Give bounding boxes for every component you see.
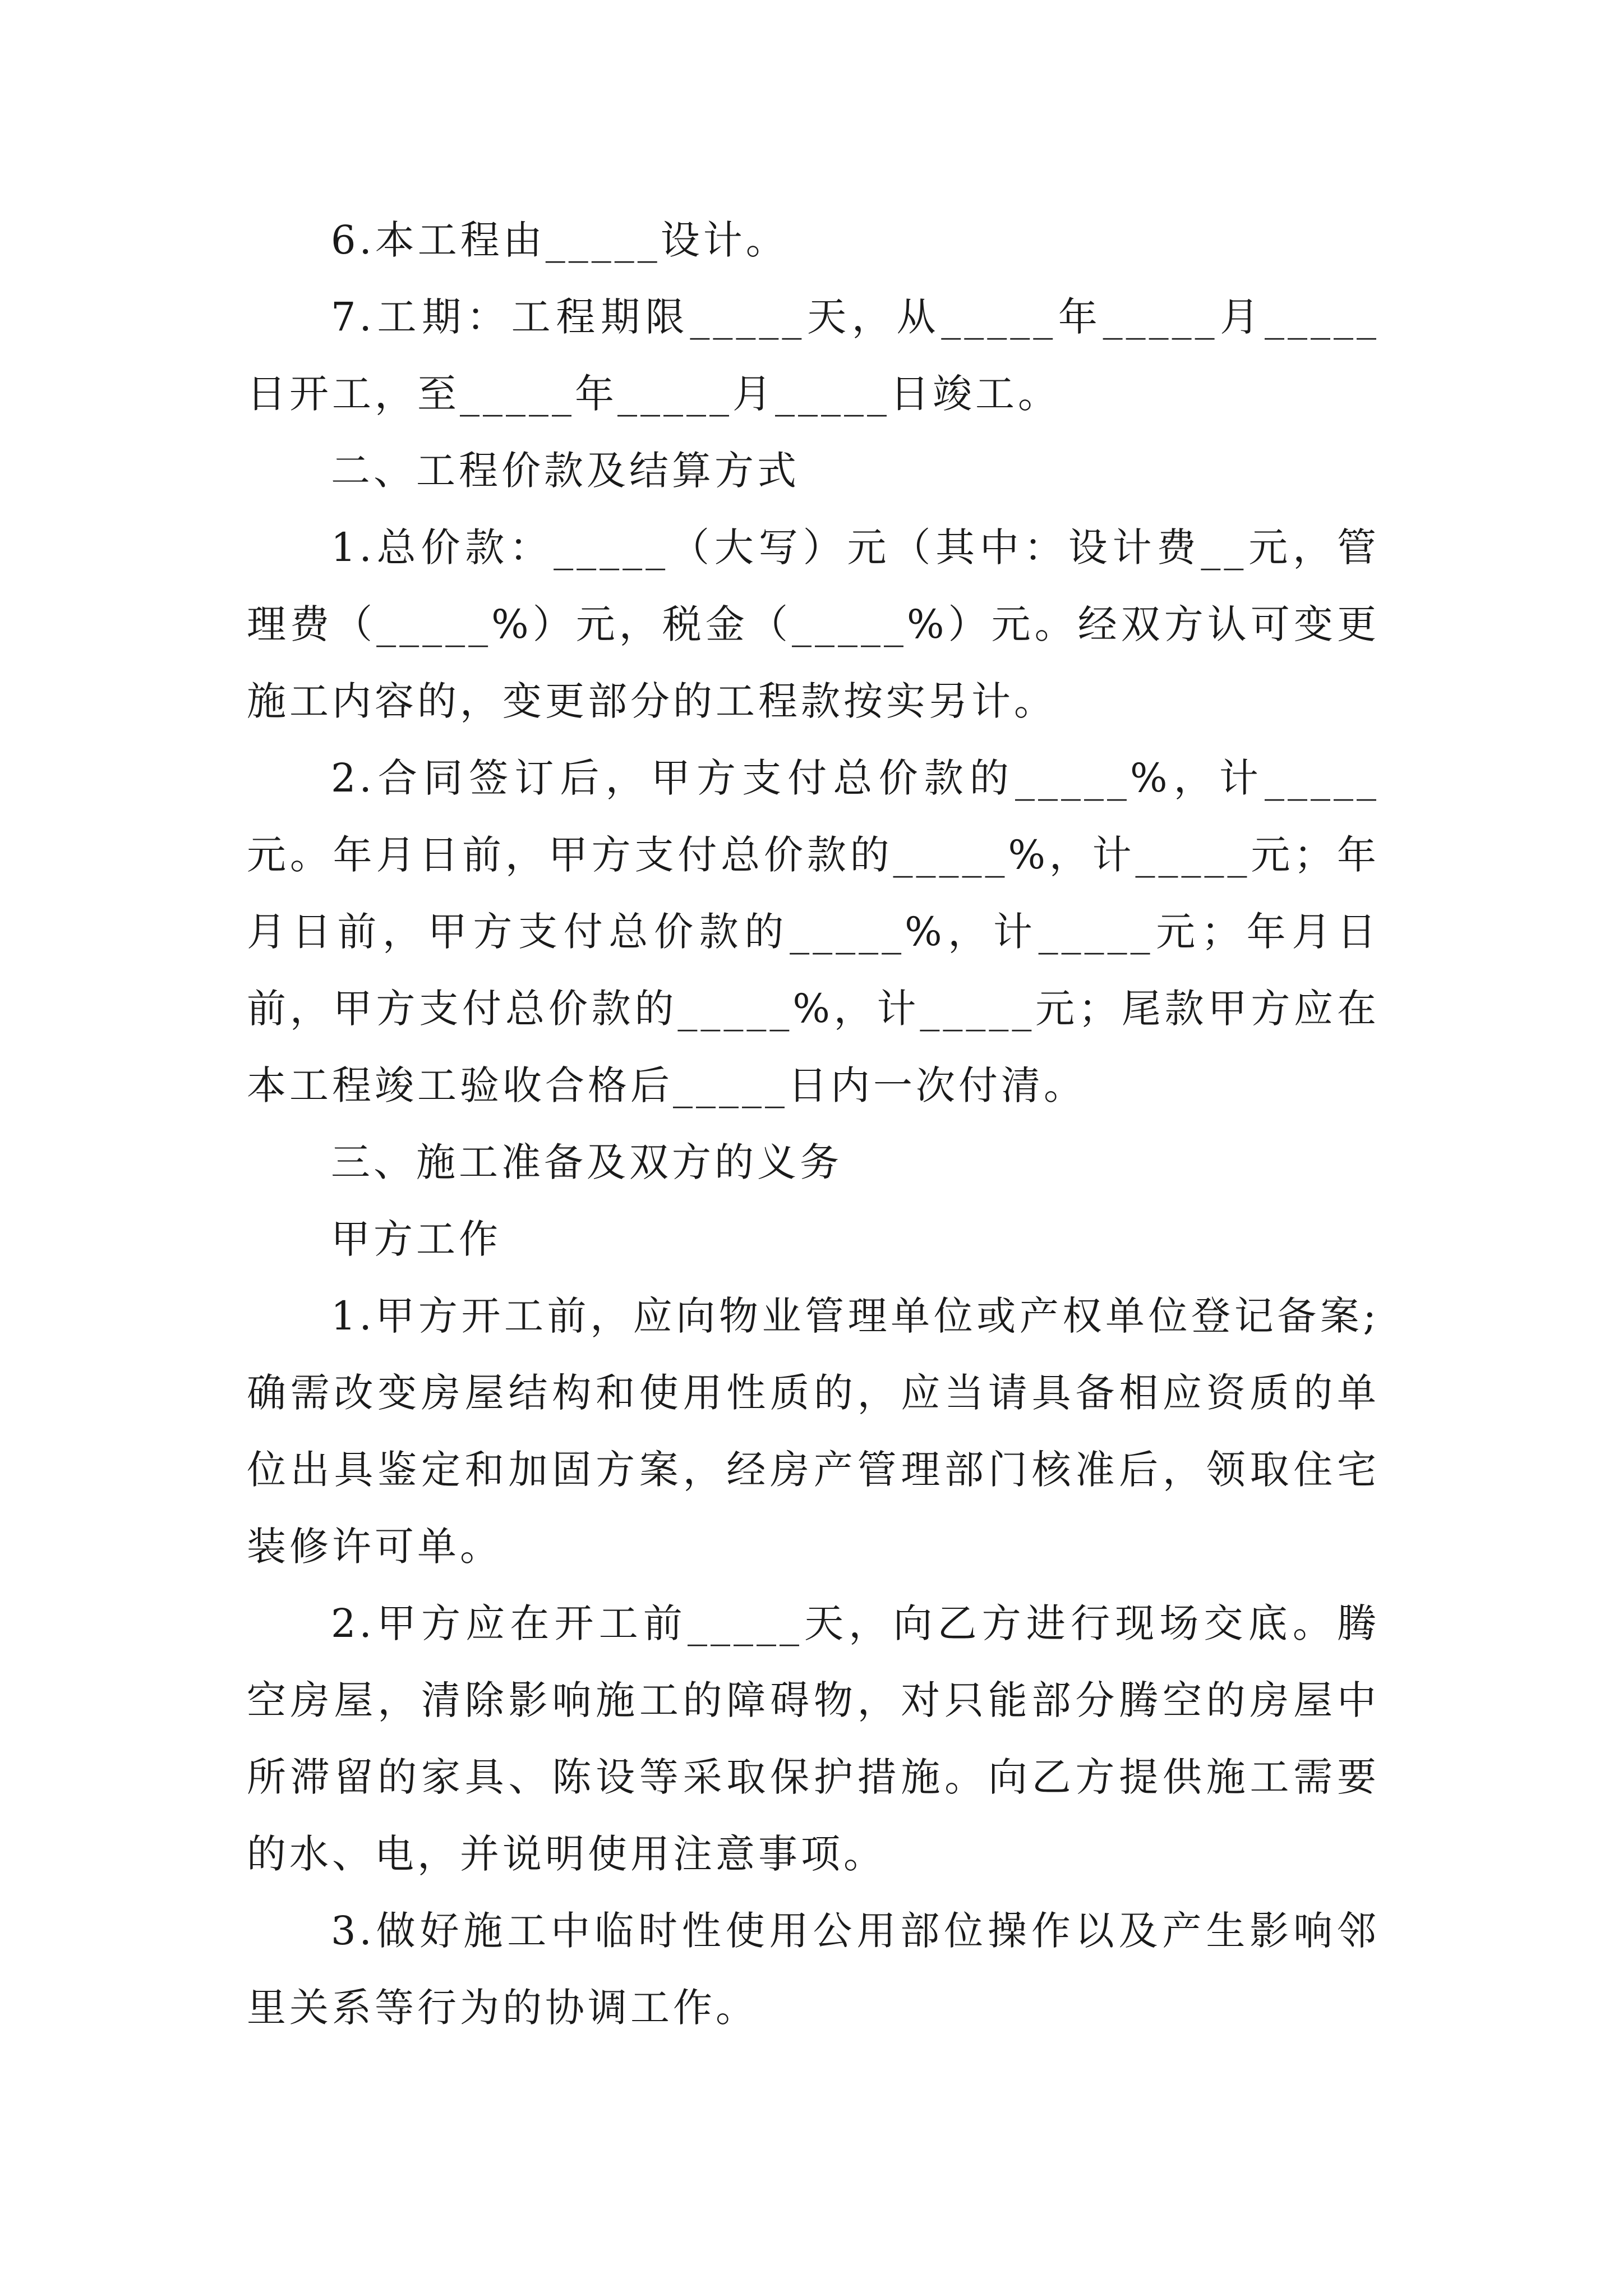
clause-7-schedule: 7.工期：工程期限_____天，从_____年_____月_____日开工，至_____年_____月_____日竣工。 xyxy=(247,294,1380,417)
clause-party-a-registration: 1.甲方开工前，应向物业管理单位或产权单位登记备案;确需改变房屋结构和使用性质的，应当请具备相应资质的单位出具鉴定和加固方案，经房产管理部门核准后，领取住宅装修许可单。 xyxy=(247,1293,1380,1570)
document-body xyxy=(247,202,1380,2046)
clause-party-a-site-handover: 2.甲方应在开工前_____天，向乙方进行现场交底。腾空房屋，清除影响施工的障碍物，对只能部分腾空的房屋中所滞留的家具、陈设等采取保护措施。向乙方提供施工需要的水、电，并说明使用注意事项。 xyxy=(247,1600,1380,1877)
section-heading-preparation-obligations: 三、施工准备及双方的义务 xyxy=(331,1139,842,1185)
subheading-party-a-work: 甲方工作 xyxy=(331,1216,501,1262)
clause-party-a-coordination: 3.做好施工中临时性使用公用部位操作以及产生影响邻里关系等行为的协调工作。 xyxy=(247,1908,1380,2031)
clause-total-price: 1.总价款：_____（大写）元（其中：设计费__元，管理费（_____%）元，税金（_____%）元。经双方认可变更施工内容的，变更部分的工程款按实另计。 xyxy=(247,524,1380,724)
section-heading-price-settlement: 二、工程价款及结算方式 xyxy=(331,448,800,494)
clause-6-designer: 6.本工程由_____设计。 xyxy=(331,217,789,263)
clause-payment-schedule: 2.合同签订后，甲方支付总价款的_____%，计_____元。年月日前，甲方支付总价款的_____%，计_____元；年月日前，甲方支付总价款的_____%，计_____元；年月日前，甲方支付总价款的_____%，计_____元；尾款甲方应在本工程竣工验收合格后_____日内一次付清。 xyxy=(247,755,1380,1108)
